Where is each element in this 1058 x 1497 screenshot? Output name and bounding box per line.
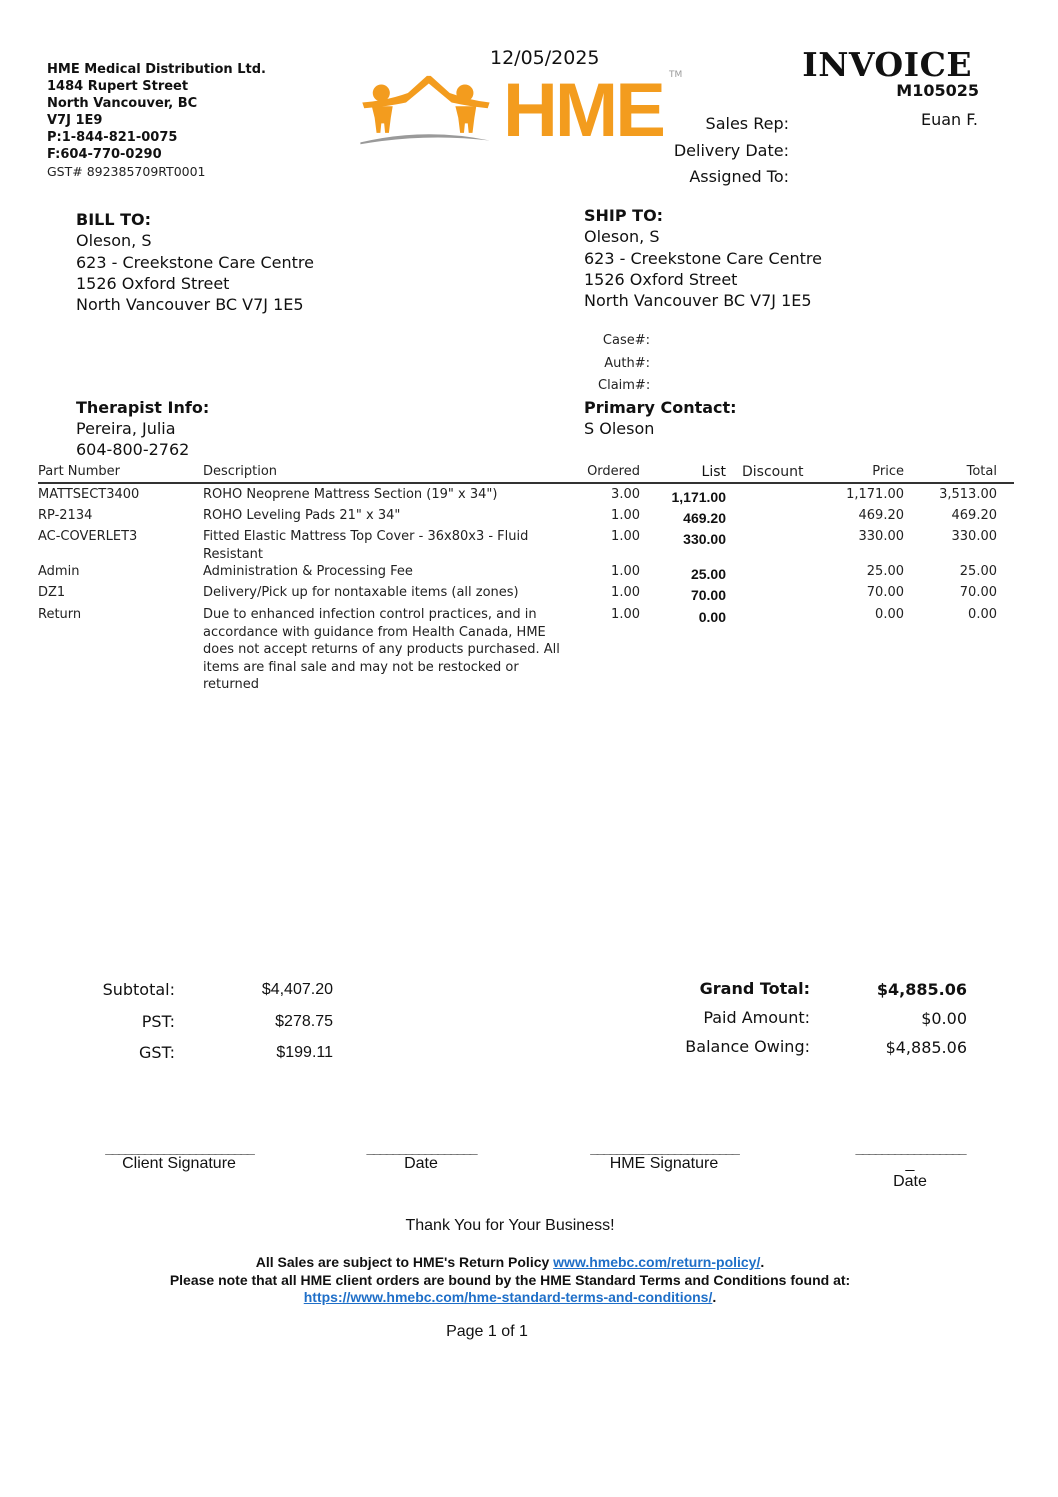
- balance-owing-label: Balance Owing:: [685, 1037, 810, 1056]
- ship-to-name: Oleson, S: [584, 227, 660, 247]
- sales-rep-label: Sales Rep:: [705, 114, 789, 133]
- paid-amount-label: Paid Amount:: [703, 1008, 810, 1027]
- hme-logo: [355, 68, 695, 153]
- ship-to-block: [584, 205, 822, 311]
- table-row: [38, 507, 1014, 528]
- company-gst: GST# 892385709RT0001: [47, 164, 206, 179]
- gst-value: $199.11: [276, 1044, 333, 1061]
- ship-to-line1: 623 - Creekstone Care Centre: [584, 248, 822, 268]
- line-items-table: [38, 462, 1014, 692]
- header-part-number: Part Number: [38, 464, 121, 479]
- case-info: [598, 330, 650, 398]
- bill-to-block: [76, 209, 314, 315]
- people-house-logo-icon: [355, 74, 495, 150]
- subtotal-value: $4,407.20: [261, 981, 333, 998]
- table-row: [38, 486, 1014, 507]
- thank-you-message: Thank You for Your Business!: [405, 1217, 615, 1234]
- invoice-date: 12/05/2025: [490, 47, 600, 69]
- table-body: [38, 486, 1014, 692]
- part-number-cell: DZ1: [38, 585, 66, 600]
- bill-to-line1: 623 - Creekstone Care Centre: [76, 252, 314, 272]
- header-ordered: Ordered: [587, 464, 640, 479]
- header-discount: Discount: [742, 464, 804, 480]
- terms-link[interactable]: https://www.hmebc.com/hme-standard-terms-and-conditions/: [303, 1289, 713, 1305]
- grand-total-label: Grand Total:: [699, 979, 810, 998]
- policy-suffix: .: [760, 1254, 765, 1270]
- therapist-info: [76, 397, 209, 460]
- table-header: [38, 462, 1014, 484]
- header-total: Total: [966, 464, 997, 479]
- description-cell: Due to enhanced infection control practices, and in accordance with guidance from Health Canada, HME does not accept returns of any products purchased. All items are final sale and may not be restocked or returned: [203, 607, 560, 692]
- header-list: List: [701, 464, 726, 480]
- part-number-cell: Return: [38, 607, 82, 622]
- assigned-to-label: Assigned To:: [689, 167, 789, 186]
- table-row: [38, 584, 1014, 606]
- gst-label: GST:: [139, 1043, 175, 1062]
- primary-contact-name: S Oleson: [584, 419, 655, 438]
- hme-date-label: Date: [893, 1173, 927, 1190]
- ship-to-line2: 1526 Oxford Street: [584, 269, 738, 289]
- part-number-cell: AC-COVERLET3: [38, 529, 138, 544]
- sales-rep-value: Euan F.: [921, 110, 978, 129]
- header-price: Price: [872, 464, 904, 479]
- signature-line: _________________: [855, 1139, 965, 1155]
- pst-label: PST:: [141, 1011, 175, 1031]
- description-cell: ROHO Leveling Pads 21" x 34": [203, 508, 401, 523]
- ordered-cell: 1.00: [611, 529, 640, 544]
- signature-line: _________________: [366, 1139, 476, 1155]
- list-price-cell: 0.00: [698, 609, 726, 625]
- total-cell: 330.00: [951, 529, 997, 544]
- primary-contact: [584, 397, 737, 439]
- bill-to-heading: BILL TO:: [76, 210, 152, 229]
- list-price-cell: 1,171.00: [671, 489, 726, 505]
- description-cell: Delivery/Pick up for nontaxable items (all zones): [203, 585, 519, 600]
- grand-total-value: $4,885.06: [876, 980, 967, 999]
- price-cell: 469.20: [858, 508, 904, 523]
- therapist-phone: 604-800-2762: [76, 440, 190, 459]
- delivery-date-label: Delivery Date:: [673, 140, 789, 160]
- policy-notice: [0, 1254, 1020, 1307]
- policy-prefix: All Sales are subject to HME's Return Policy: [255, 1254, 554, 1270]
- company-postal: V7J 1E9: [47, 113, 103, 128]
- list-price-cell: 469.20: [683, 510, 726, 526]
- total-cell: 25.00: [959, 564, 997, 579]
- hme-date-field: [812, 1139, 1008, 1191]
- total-cell: 0.00: [968, 607, 997, 622]
- tax-labels: [80, 974, 175, 1069]
- invoice-number: M105025: [896, 81, 979, 100]
- client-signature-field: [50, 1139, 308, 1173]
- description-cell: ROHO Neoprene Mattress Section (19" x 34"): [203, 487, 498, 502]
- grand-total-values: [830, 975, 967, 1062]
- table-row: [38, 563, 1014, 584]
- company-phone: P:1-844-821-0075: [47, 130, 178, 145]
- bill-to-line3: North Vancouver BC V7J 1E5: [76, 295, 304, 315]
- invoice-meta-labels: [674, 111, 789, 191]
- page-number: Page 1 of 1: [446, 1323, 528, 1340]
- description-cell: Fitted Elastic Mattress Top Cover - 36x80x3 - Fluid Resistant: [203, 529, 529, 562]
- claim-number-label: Claim#:: [598, 378, 651, 393]
- subtotal-label: Subtotal:: [102, 980, 175, 999]
- company-fax: F:604-770-0290: [47, 147, 162, 162]
- ship-to-heading: SHIP TO:: [584, 206, 664, 225]
- logo-text: HME: [503, 68, 663, 153]
- case-number-label: Case#:: [602, 333, 650, 348]
- grand-total-labels: [640, 974, 810, 1061]
- client-date-label: Date: [404, 1155, 438, 1172]
- price-cell: 330.00: [858, 529, 904, 544]
- price-cell: 25.00: [866, 564, 904, 579]
- price-cell: 1,171.00: [846, 487, 904, 502]
- invoice-title: INVOICE: [802, 45, 972, 84]
- ship-to-line3: North Vancouver BC V7J 1E5: [584, 291, 812, 311]
- total-cell: 3,513.00: [939, 487, 997, 502]
- therapist-heading: Therapist Info:: [76, 398, 210, 417]
- trademark-mark: TM: [669, 70, 683, 80]
- list-price-cell: 70.00: [690, 587, 726, 603]
- total-cell: 469.20: [951, 508, 997, 523]
- part-number-cell: Admin: [38, 564, 80, 579]
- client-signature-label: Client Signature: [122, 1155, 236, 1172]
- company-street: 1484 Rupert Street: [47, 79, 189, 94]
- company-info: [47, 61, 266, 180]
- hme-signature-label: HME Signature: [609, 1155, 719, 1172]
- return-policy-link[interactable]: www.hmebc.com/return-policy/: [553, 1254, 761, 1270]
- description-cell: Administration & Processing Fee: [203, 564, 413, 579]
- auth-number-label: Auth#:: [604, 355, 650, 371]
- pst-value: $278.75: [275, 1012, 333, 1030]
- ordered-cell: 3.00: [611, 487, 640, 502]
- price-cell: 0.00: [875, 607, 904, 622]
- list-price-cell: 330.00: [683, 531, 726, 547]
- ordered-cell: 1.00: [611, 508, 640, 523]
- table-row: [38, 606, 1014, 692]
- ordered-cell: 1.00: [611, 564, 640, 579]
- hme-signature-field: [535, 1139, 793, 1173]
- ordered-cell: 1.00: [611, 607, 640, 622]
- list-price-cell: 25.00: [690, 566, 726, 582]
- balance-owing-value: $4,885.06: [885, 1038, 967, 1057]
- price-cell: 70.00: [866, 585, 904, 600]
- ordered-cell: 1.00: [611, 585, 640, 600]
- company-city: North Vancouver, BC: [47, 96, 198, 111]
- total-cell: 70.00: [959, 585, 997, 600]
- signature-line: _______________________: [590, 1139, 738, 1155]
- primary-contact-heading: Primary Contact:: [584, 398, 737, 417]
- bill-to-name: Oleson, S: [76, 231, 152, 251]
- bill-to-line2: 1526 Oxford Street: [76, 273, 230, 293]
- part-number-cell: MATTSECT3400: [38, 487, 140, 502]
- part-number-cell: RP-2134: [38, 508, 93, 523]
- therapist-name: Pereira, Julia: [76, 419, 176, 438]
- terms-suffix: .: [712, 1289, 717, 1305]
- header-description: Description: [203, 464, 278, 479]
- tax-values: [220, 974, 333, 1069]
- table-row: [38, 528, 1014, 563]
- signature-line: _______________________: [105, 1139, 253, 1155]
- hme-date-mark: _: [905, 1155, 915, 1172]
- client-date-field: [323, 1139, 519, 1173]
- company-name: HME Medical Distribution Ltd.: [47, 62, 266, 77]
- terms-text: Please note that all HME client orders are bound by the HME Standard Terms and Conditions found at:: [169, 1271, 851, 1288]
- paid-amount-value: $0.00: [921, 1009, 967, 1028]
